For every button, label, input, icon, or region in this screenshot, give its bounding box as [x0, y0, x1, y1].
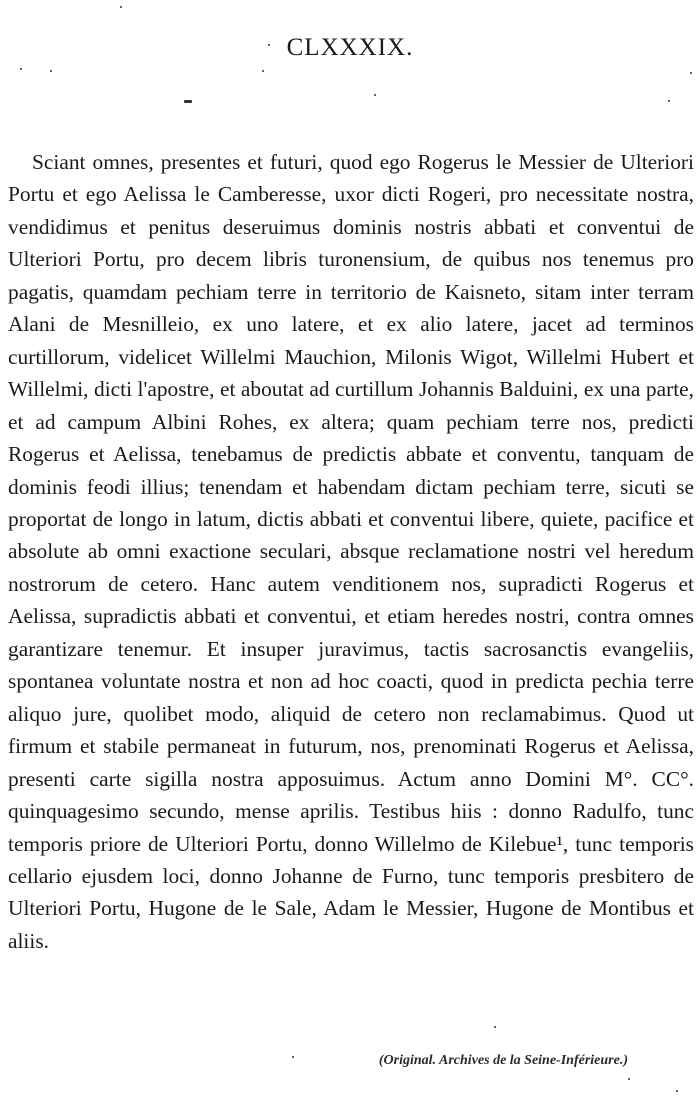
- charter-body-text: Sciant omnes, presentes et futuri, quod ego Rogerus le Messier de Ulteriori Portu et ego Aelissa le Camberesse, uxor dicti Rogeri, pro necessitate nostra, vendidimus et penitus deseruimus dominis nostris abbati et conventui de Ulteriori Portu, pro decem libris turonensium, de quibus nos tenemus pro pagatis, quamdam pechiam terre in territorio de Kaisneto, sitam inter terram Alani de Mesnilleio, ex uno latere, et ex alio latere, jacet ad terminos curtillorum, videlicet Willelmi Mauchion, Milonis Wigot, Willelmi Hubert et Willelmi, dicti l'apostre, et aboutat ad curtillum Johannis Balduini, ex una parte, et ad campum Albini Rohes, ex altera; quam pechiam terre nos, predicti Rogerus et Aelissa, tenebamus de predictis abbate et conventu, tanquam de dominis feodi illius; tenendam et habendam dictam pechiam terre, sicuti se proportat de longo in latum, dictis abbati et conventui libere, quiete, pacifice et absolute ab omni exactione seculari, absque reclamatione nostri vel heredum nostrorum de cetero. Hanc autem venditionem nos, supradicti Rogerus et Aelissa, supradictis abbati et conventui, et etiam heredes nostri, contra omnes garantizare tenemur. Et insuper juravimus, tactis sacrosanctis evangeliis, spontanea voluntate nostra et non ad hoc coacti, quod in predicta pechia terre aliquo jure, quolibet modo, aliquid de cetero non reclamabimus. Quod ut firmum et stabile permaneat in futurum, nos, prenominati Rogerus et Aelissa, presenti carte sigilla nostra apposuimus. Actum anno Domini M°. CC°. quinquagesimo secundo, mense aprilis. Testibus hiis : donno Radulfo, tunc temporis priore de Ulteriori Portu, donno Willelmo de Kilebue¹, tunc temporis cellario ejusdem loci, donno Johanne de Furno, tunc temporis presbitero de Ulteriori Portu, Hugone de le Sale, Adam le Messier, Hugone de Montibus et aliis.: [8, 150, 694, 953]
- print-speck: [50, 70, 52, 72]
- print-speck: [262, 70, 264, 72]
- print-speck: [628, 1078, 630, 1080]
- source-citation: (Original. Archives de la Seine-Inférieure.): [378, 1053, 628, 1068]
- print-speck: [374, 94, 376, 96]
- print-speck: [120, 6, 122, 8]
- print-speck: [494, 1026, 496, 1028]
- print-speck: [20, 68, 22, 70]
- print-speck: [690, 72, 692, 74]
- print-speck: [268, 44, 270, 46]
- print-speck: [668, 100, 670, 102]
- print-speck: [292, 1056, 294, 1058]
- print-speck: [184, 100, 192, 103]
- print-speck: [676, 1090, 678, 1092]
- charter-number-heading: CLXXXIX.: [286, 34, 414, 61]
